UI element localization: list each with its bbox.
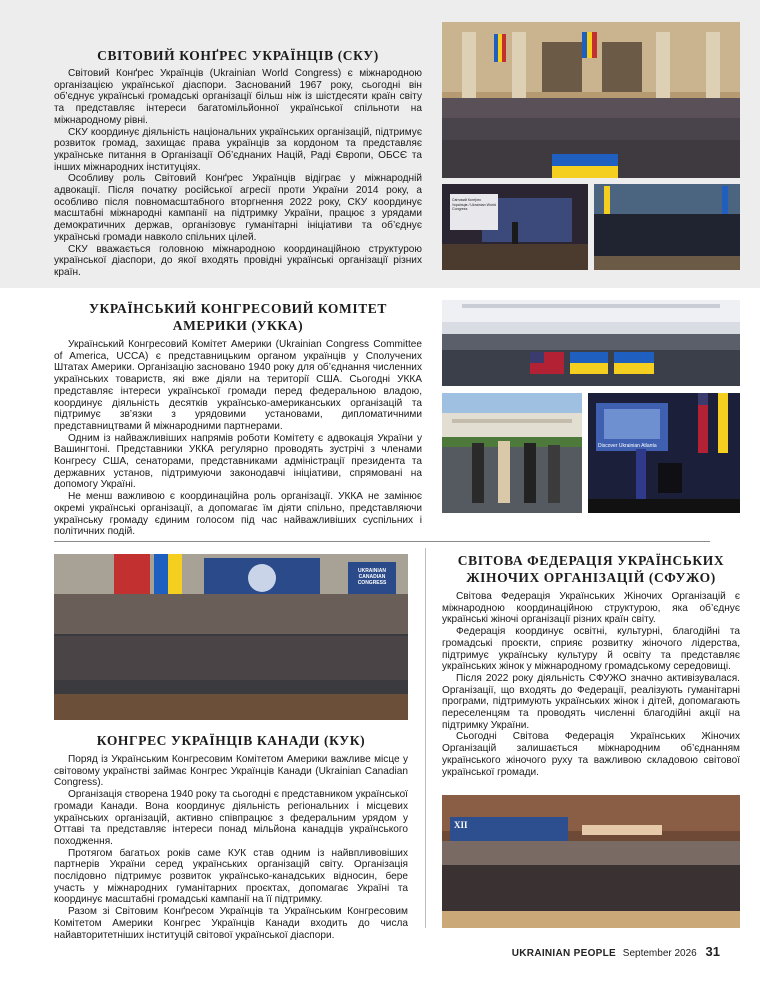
sku-group-photo	[442, 22, 740, 178]
ukka-body	[54, 339, 422, 538]
issue-date: September 2026	[622, 948, 697, 959]
page-number: 31	[705, 944, 720, 959]
ukka-capitol-photo	[442, 393, 582, 513]
kuk-group-photo	[54, 554, 408, 720]
sfuzho-banner: XII	[454, 820, 468, 830]
sku-stage-photo	[442, 184, 588, 270]
kuk-title: КОНГРЕС УКРАЇНЦІВ КАНАДИ (КУК)	[96, 733, 366, 748]
sku-paragraph: Особливу роль Світовий Конґрес Українців відіграє у міжнародній адвокації. Після початку російської агресії проти України 2014 року, а особливо після повномасштабного вторгнення 2022 року, СКУ координує масштабні міжнародні кампанії на підтримку України, працює з урядами демократичних держав, організовує гуманітарні ініціативи та об’єднує українські громади навколо спільних цілей.	[54, 173, 422, 243]
sku-paragraph: СКУ вважається головною міжнародною координаційною структурою української діаспори, до якої входять провідні українські організації різних країн.	[54, 243, 422, 278]
page-footer	[512, 944, 720, 959]
sku-delegation-photo	[594, 184, 740, 270]
sfuzho-paragraph: Сьогодні Світова Федерація Українських Жіночих Організацій залишається міжнародним об’єднанням українського жіночого руху та важливою складовою світової української громади.	[442, 731, 740, 778]
sfuzho-article	[442, 552, 740, 788]
column-divider	[425, 548, 426, 928]
ukka-event-photo	[588, 393, 740, 513]
kuk-article	[54, 733, 408, 941]
ukka-group-photo	[442, 300, 740, 386]
kuk-banner: UKRAINIAN CANADIAN CONGRESS	[357, 568, 387, 586]
sku-title: СВІТОВИЙ КОНҐРЕС УКРАЇНЦІВ (СКУ)	[97, 48, 379, 63]
ukka-event-banner: Discover Ukrainian Atlanta	[598, 443, 657, 449]
ukka-paragraph: Не менш важливою є координаційна роль організації. УККА не замінює окремі українські організації, а допомагає їм діяти спільно, представляючи українську громаду єдиним голосом під час найважливіших суспільних і політичних подій.	[54, 491, 422, 538]
ukka-article	[54, 300, 422, 538]
sku-stage-banner: Світовий Конґрес Українців / Ukrainian World Congress	[452, 198, 496, 211]
publication-name: UKRAINIAN PEOPLE	[511, 948, 617, 959]
ukka-paragraph: Одним із найважливіших напрямів роботи Комітету є адвокація України у Вашингтоні. Представники УККА регулярно проводять зустрічі з членами Конгресу США, сенаторами, представниками адміністрації президента та державних установ, підтримуючи законодавчі ініціативи, спрямовані на допомогу Україні.	[54, 432, 422, 491]
kuk-body	[54, 754, 408, 941]
sfuzho-group-photo	[442, 795, 740, 928]
section-divider	[54, 541, 710, 542]
sku-article	[54, 48, 422, 278]
sku-paragraph: СКУ координує діяльність національних українських організацій, підтримує розвиток громад, захищає права українців за кордоном та представляє українське питання в Організації Об’єднаних Націй, Раді Європи, ОБСЄ та інших міжнародних інституціях.	[54, 126, 422, 173]
kuk-paragraph: Разом зі Світовим Конґресом Українців та Українським Конгресовим Комітетом Америки Конгрес Українців Канади входить до числа найавторитетніших інституцій світової української діаспори.	[54, 906, 408, 941]
sfuzho-paragraph: Федерація координує освітні, культурні, благодійні та громадські проєкти, сприяє розвитку жіночого лідерства, підтримує українську культуру й освіту та представляє українських жінок у міжнародному громадському середовищі.	[442, 626, 740, 673]
kuk-paragraph: Організація створена 1940 року та сьогодні є представником української громади Канади. Вона координує діяльність регіональних і місцевих українських організацій, активно співпрацює з федеральним урядом у Оттаві та представляє інтереси понад мільйона канадців українського походження.	[54, 789, 408, 847]
sfuzho-paragraph: Світова Федерація Українських Жіночих Організацій є міжнародною координаційною структурою, яка об’єднує українські жіночі організації різних країн світу.	[442, 591, 740, 626]
kuk-paragraph: Поряд із Українським Конгресовим Комітетом Америки важливе місце у світовому українстві займає Конгрес Українців Канади (Ukrainian Canadian Congress).	[54, 754, 408, 789]
sfuzho-paragraph: Після 2022 року діяльність СФУЖО значно активізувалася. Організації, що входять до Федерації, реалізують гуманітарні програми, підтримують українських жінок і дітей, допомагають переселенцям та проводять численні благодійні акції на підтримку України.	[442, 672, 740, 731]
sfuzho-title: СВІТОВА ФЕДЕРАЦІЯ УКРАЇНСЬКИХ ЖІНОЧИХ ОРГАНІЗАЦІЙ (СФУЖО)	[457, 553, 725, 585]
ukka-paragraph: Український Конгресовий Комітет Америки (Ukrainian Congress Committee of America, UCCA) є представницьким органом українців у Сполучених Штатах Америки. Організацію засновано 1940 року для об’єднання численних українських товариств, які вже діяли на території США. Сьогодні УККА представляє інтереси української громади перед федеральною владою, координує діяльність десятків українсько-американських організацій та підтримує зв’язки з урядовими установами, дипломатичними представництвами й міжнародними партнерами.	[54, 339, 422, 432]
ukka-title: УКРАЇНСЬКИЙ КОНГРЕСОВИЙ КОМІТЕТ АМЕРИКИ (УККА)	[88, 301, 388, 333]
sku-body	[54, 68, 422, 279]
sfuzho-body	[442, 591, 740, 778]
kuk-paragraph: Протягом багатьох років саме КУК став одним із найвпливовіших партнерів України серед українських організацій світу. Організація послідовно підтримує розвиток українсько-канадських відносин, бере участь у міжнародних гуманітарних проєктах, допомагає Україні та координує масштабні громадські кампанії на її підтримку.	[54, 847, 408, 906]
sku-paragraph: Світовий Конґрес Українців (Ukrainian World Congress) є міжнародною організацією української діаспори. Заснований 1967 року, сьогодні він об’єднує українські громадські організації більш ніж із шістдесяти країн світу та представляє інтереси багатомільйонної української спільноти на міжнародному рівні.	[54, 68, 422, 126]
